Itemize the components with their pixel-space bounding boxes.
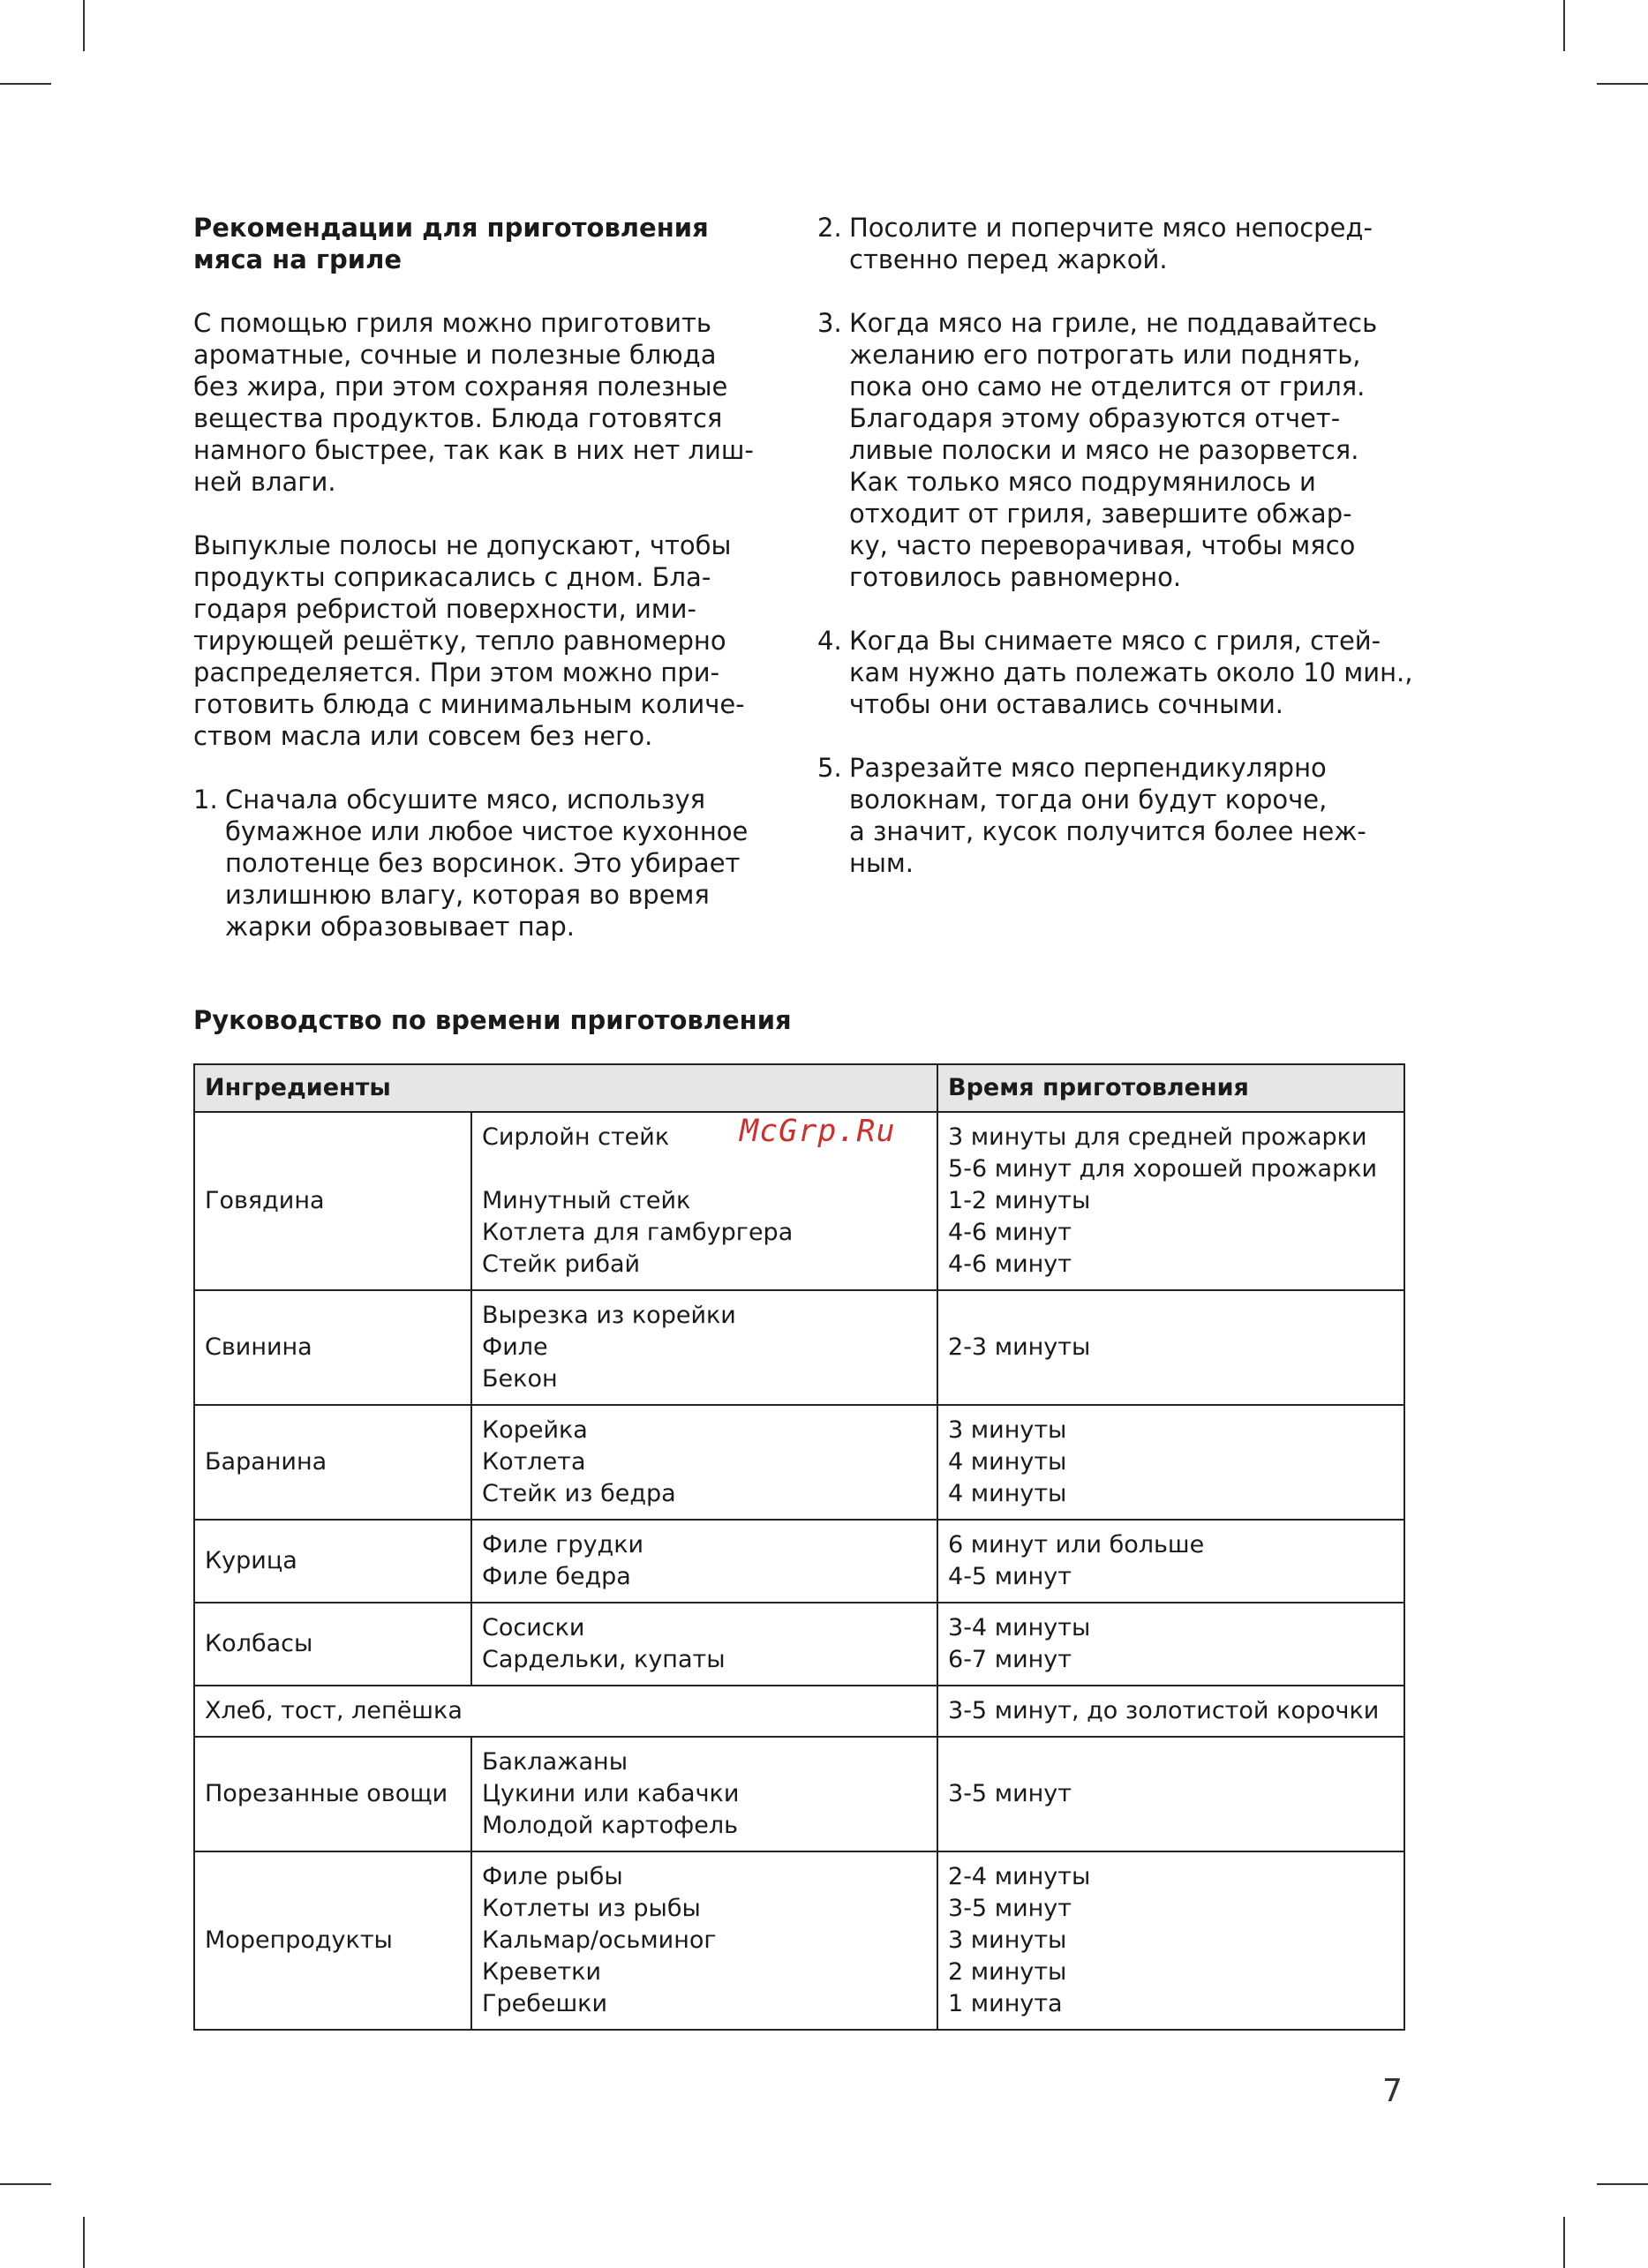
page-number: 7: [1382, 2073, 1403, 2109]
category-cell: Морепродукты: [194, 1851, 471, 2030]
table-row: [194, 1851, 1404, 2030]
category-cell: Свинина: [194, 1290, 471, 1405]
list-item: 5. Разрезайте мясо перпендикулярно волокнам, тогда они будут короче, а значит, кусок получится более неж- ным.: [817, 753, 1366, 878]
category-cell: Баранина: [194, 1405, 471, 1520]
time-cell: 2-4 минуты 3-5 минут 3 минуты 2 минуты 1 минута: [937, 1851, 1404, 2030]
time-cell: 3 минуты для средней прожарки 5-6 минут для хорошей прожарки 1-2 минуты 4-6 минут 4-6 минут: [937, 1112, 1404, 1290]
section-heading: Рекомендации для приготовления мяса на гриле: [193, 213, 709, 274]
crop-mark: [1597, 2183, 1648, 2185]
list-item: 3. Когда мясо на гриле, не поддавайтесь желанию его потрогать или поднять, пока оно само не отделится от гриля. Благодаря этому образуются отчет- ливые полоски и мясо не разорвется. Как только мясо подрумянилось и отходит от гриля, завершите обжар- ку, часто переворачивая, чтобы мясо готовилось равномерно.: [817, 308, 1378, 592]
table-row: [194, 1405, 1404, 1520]
crop-mark: [0, 83, 51, 85]
cooking-time-table: [193, 1063, 1405, 2031]
table-row: [194, 1686, 1404, 1737]
category-cell: Порезанные овощи: [194, 1737, 471, 1851]
crop-mark: [1563, 2217, 1565, 2268]
table-row: [194, 1290, 1404, 1405]
list-number: 1.: [193, 785, 218, 815]
list-item: 4. Когда Вы снимаете мясо с гриля, стей- кам нужно дать полежать около 10 мин., чтобы они оставались сочными.: [817, 626, 1413, 719]
list-number: 4.: [817, 626, 842, 656]
list-number: 3.: [817, 308, 842, 338]
category-cell: Колбасы: [194, 1603, 471, 1686]
guide-title: Руководство по времени приготовления: [193, 1005, 792, 1035]
table-row: [194, 1737, 1404, 1851]
items-cell: Филе рыбы Котлеты из рыбы Кальмар/осьминог Креветки Гребешки: [471, 1851, 937, 2030]
items-cell: Сирлойн стейк Минутный стейк Котлета для гамбургера Стейк рибай: [471, 1112, 937, 1290]
right-column: [817, 212, 1426, 911]
items-cell: Сосиски Сардельки, купаты: [471, 1603, 937, 1686]
list-number: 5.: [817, 753, 842, 783]
time-cell: 2-3 минуты: [937, 1290, 1404, 1405]
table-header-row: [194, 1064, 1404, 1112]
crop-mark: [83, 0, 85, 51]
items-cell: Баклажаны Цукини или кабачки Молодой картофель: [471, 1737, 937, 1851]
time-cell: 3-5 минут: [937, 1737, 1404, 1851]
category-cell: Курица: [194, 1520, 471, 1603]
table-row: [194, 1520, 1404, 1603]
time-cell: 3-5 минут, до золотистой корочки: [937, 1686, 1404, 1737]
items-cell: Филе грудки Филе бедра: [471, 1520, 937, 1603]
crop-mark: [0, 2183, 51, 2185]
table-row: [194, 1603, 1404, 1686]
crop-mark: [1563, 0, 1565, 51]
header-time: Время приготовления: [937, 1064, 1404, 1112]
items-cell: Вырезка из корейки Филе Бекон: [471, 1290, 937, 1405]
crop-mark: [1597, 83, 1648, 85]
header-ingredients: Ингредиенты: [194, 1064, 937, 1112]
watermark: McGrp.Ru: [740, 1114, 896, 1149]
ridges-paragraph: Выпуклые полосы не допускают, чтобы продукты соприкасались с дном. Бла- годаря ребристой поверхности, ими- тирующей решётку, тепло равномерно распределяется. При этом можно при- готовить блюда с минимальным количе- ством масла или совсем без него.: [193, 530, 745, 751]
time-cell: 3 минуты 4 минуты 4 минуты: [937, 1405, 1404, 1520]
category-cell: Хлеб, тост, лепёшка: [194, 1686, 937, 1737]
list-item: 1. Сначала обсушите мясо, используя бумажное или любое чистое кухонное полотенце без ворсинок. Это убирает излишнюю влагу, которая во время жарки образовывает пар.: [193, 785, 749, 942]
list-item: 2. Посолите и поперчите мясо непосред- ственно перед жаркой.: [817, 213, 1373, 274]
time-cell: 3-4 минуты 6-7 минут: [937, 1603, 1404, 1686]
time-cell: 6 минут или больше 4-5 минут: [937, 1520, 1404, 1603]
crop-mark: [83, 2217, 85, 2268]
intro-paragraph: С помощью гриля можно приготовить ароматные, сочные и полезные блюда без жира, при этом сохраняя полезные вещества продуктов. Блюда готовятся намного быстрее, так как в них нет лиш- ней влаги.: [193, 308, 754, 497]
category-cell: Говядина: [194, 1112, 471, 1290]
list-number: 2.: [817, 213, 842, 243]
left-column: [193, 212, 776, 942]
items-cell: Корейка Котлета Стейк из бедра: [471, 1405, 937, 1520]
